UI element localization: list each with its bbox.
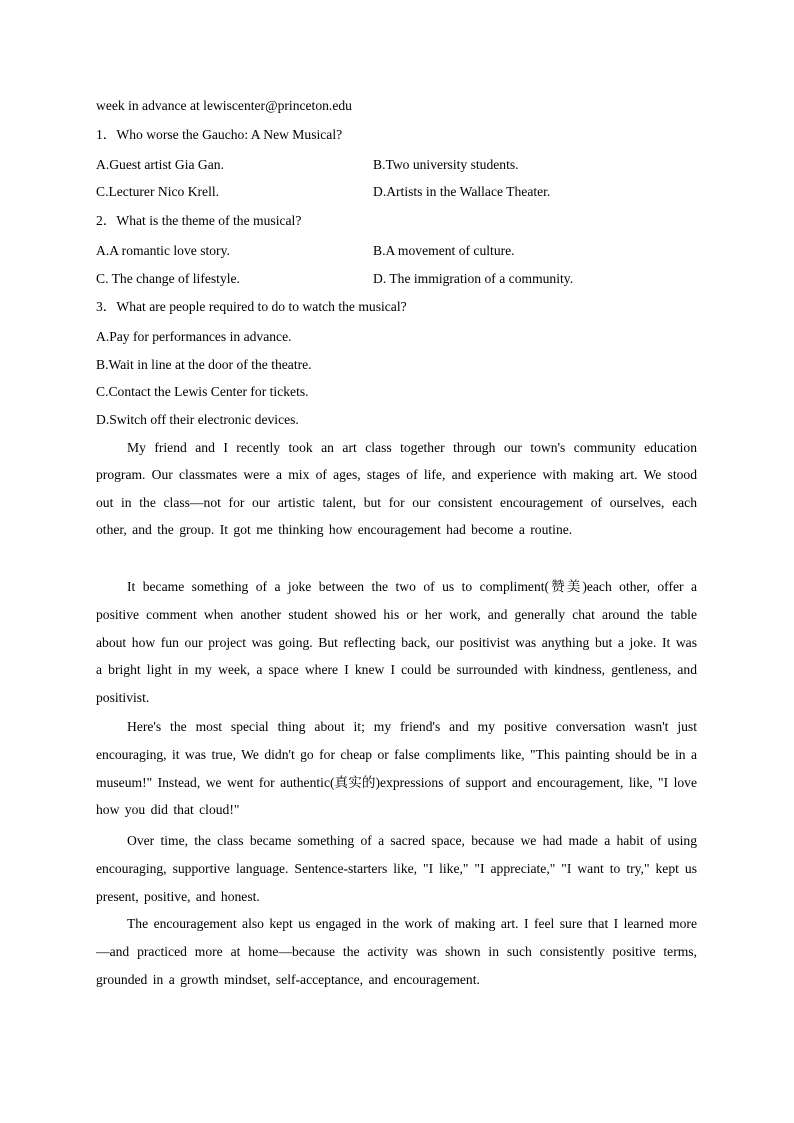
question-2-option-a: A.A romantic love story.: [96, 243, 230, 258]
question-3-option-c: C.Contact the Lewis Center for tickets.: [96, 384, 309, 399]
question-2-option-d: D. The immigration of a community.: [373, 271, 574, 286]
question-3-option-b: B.Wait in line at the door of the theatre.: [96, 357, 312, 372]
passage-paragraph-3: Here's the most special thing about it; my friend's and my positive conversation wasn't just encouraging, it was true, We didn't go for cheap or false compliments like, "This painting should be in a museum!" Instead, we went for authentic(真实的)expressions of support and encouragement, like, "I love how you did that cloud!": [96, 719, 697, 818]
question-1-option-a: A.Guest artist Gia Gan.: [96, 157, 224, 172]
question-3-stem: 3．What are people required to do to watch the musical?: [96, 299, 407, 314]
passage-paragraph-4: Over time, the class became something of a sacred space, because we had made a habit of using encouraging, supportive language. Sentence-starters like, "I like," "I appreciate," "I want to try," kept us present, positive, and honest.: [96, 833, 697, 904]
question-3-option-a: A.Pay for performances in advance.: [96, 329, 292, 344]
passage-paragraph-5: The encouragement also kept us engaged in the work of making art. I feel sure that I learned more—and practiced more at home—because the activity was shown in such consistently positive terms, grounded in a growth mindset, self-acceptance, and encouragement.: [96, 916, 697, 987]
question-1-option-b: B.Two university students.: [373, 157, 519, 172]
question-3-option-d: D.Switch off their electronic devices.: [96, 412, 299, 427]
header-line: week in advance at lewiscenter@princeton.edu: [96, 98, 352, 113]
question-2-stem: 2．What is the theme of the musical?: [96, 213, 302, 228]
question-2-option-b: B.A movement of culture.: [373, 243, 515, 258]
passage-paragraph-2: It became something of a joke between the two of us to compliment(赞美)each other, offer a positive comment when another student showed his or her work, and generally chat around the table about how fun our project was going. But reflecting back, our positivist was anything but a joke. It was a bright light in my week, a space where I knew I could be surrounded with kindness, gentleness, and positivist.: [96, 579, 697, 706]
question-1-option-d: D.Artists in the Wallace Theater.: [373, 184, 551, 199]
question-1-option-c: C.Lecturer Nico Krell.: [96, 184, 220, 199]
passage-paragraph-1: My friend and I recently took an art class together through our town's community education program. Our classmates were a mix of ages, stages of life, and experience with making art. We stood out in the class—not for our artistic talent, but for our consistent encouragement of ourselves, each other, and the group. It got me thinking how encouragement had become a routine.: [96, 440, 697, 538]
question-1-stem: 1．Who worse the Gaucho: A New Musical?: [96, 127, 343, 142]
question-2-option-c: C. The change of lifestyle.: [96, 271, 240, 286]
